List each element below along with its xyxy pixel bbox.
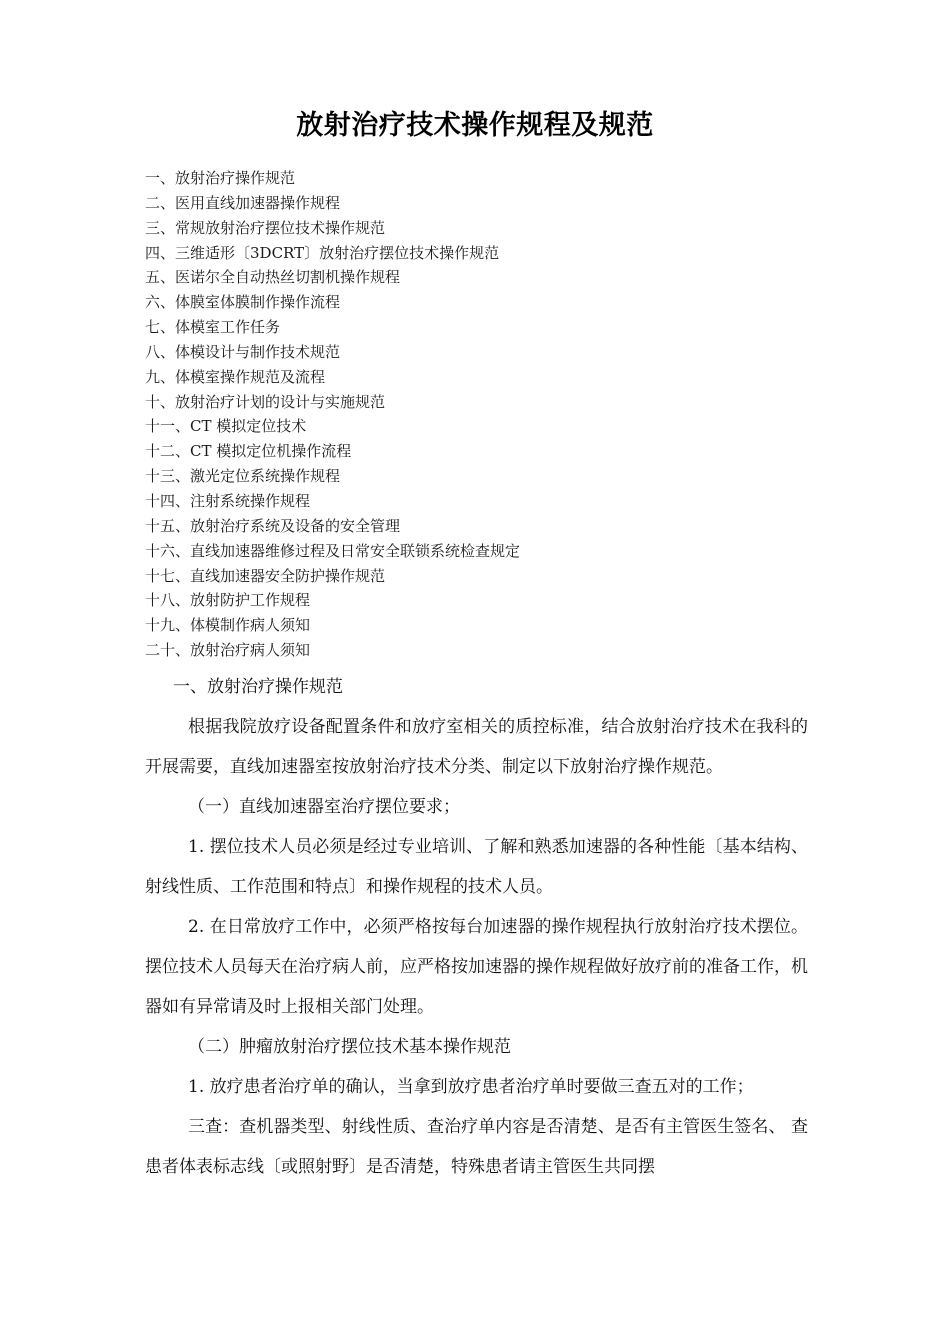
requirement-item-2: 2. 在日常放疗工作中，必须严格按每台加速器的操作规程执行放射治疗技术摆位。摆位技术人员每天在治疗病人前，应严格按加速器的操作规程做好放疗前的准备工作，机器如有异常请及时上报相关部门处理。 — [145, 917, 808, 1017]
toc-item: 三、常规放射治疗摆位技术操作规范 — [145, 218, 386, 237]
subsection-heading-1: （一）直线加速器室治疗摆位要求； — [188, 797, 460, 817]
toc-item: 十八、放射防护工作规程 — [145, 591, 311, 610]
section-heading: 一、放射治疗操作规范 — [173, 677, 343, 697]
toc-item: 一、放射治疗操作规范 — [145, 169, 296, 187]
procedure-item-2: 三查：查机器类型、射线性质、查治疗单内容是否清楚、是否有主管医生签名、 查患者体表标志线〔或照射野〕是否清楚，特殊患者请主管医生共同摆 — [145, 1117, 808, 1177]
toc-item: 十七、直线加速器安全防护操作规范 — [145, 566, 386, 585]
toc-item: 十四、注射系统操作规程 — [145, 491, 311, 510]
toc-item: 十九、体模制作病人须知 — [145, 616, 311, 635]
procedure-item-1: 1. 放疗患者治疗单的确认，当拿到放疗患者治疗单时要做三查五对的工作； — [188, 1077, 754, 1097]
document-title: 放射治疗技术操作规程及规范 — [296, 110, 654, 141]
toc-item: 六、体膜室体膜制作操作流程 — [145, 293, 341, 312]
toc-item: 四、三维适形〔3DCRT〕放射治疗摆位技术操作规范 — [145, 243, 500, 262]
requirement-item-1: 1. 摆位技术人员必须是经过专业培训、了解和熟悉加速器的各种性能〔基本结构、射线性质、工作范围和特点〕和操作规程的技术人员。 — [145, 837, 808, 897]
toc-item: 七、体模室工作任务 — [145, 318, 281, 337]
toc-item: 十六、直线加速器维修过程及日常安全联锁系统检查规定 — [145, 541, 521, 560]
toc-item: 十一、CT 模拟定位技术 — [145, 417, 307, 436]
toc-item: 十二、CT 模拟定位机操作流程 — [145, 442, 352, 461]
toc-item: 八、体模设计与制作技术规范 — [145, 342, 341, 361]
toc-item: 十三、激光定位系统操作规程 — [145, 467, 341, 486]
document-body — [145, 667, 808, 1187]
toc-item: 十五、放射治疗系统及设备的安全管理 — [145, 516, 401, 535]
intro-paragraph: 根据我院放疗设备配置条件和放疗室相关的质控标准，结合放射治疗技术在我科的开展需要，直线加速器室按放射治疗技术分类、制定以下放射治疗操作规范。 — [145, 717, 808, 777]
toc-item: 二、医用直线加速器操作规程 — [145, 193, 341, 212]
toc-item: 十、放射治疗计划的设计与实施规范 — [145, 392, 386, 411]
subsection-heading-2: （二）肿瘤放射治疗摆位技术基本操作规范 — [188, 1037, 511, 1057]
toc-item: 二十、放射治疗病人须知 — [145, 641, 311, 660]
toc-item: 九、体模室操作规范及流程 — [145, 367, 326, 386]
table-of-contents — [145, 166, 825, 663]
toc-item: 五、医诺尔全自动热丝切割机操作规程 — [145, 268, 401, 287]
